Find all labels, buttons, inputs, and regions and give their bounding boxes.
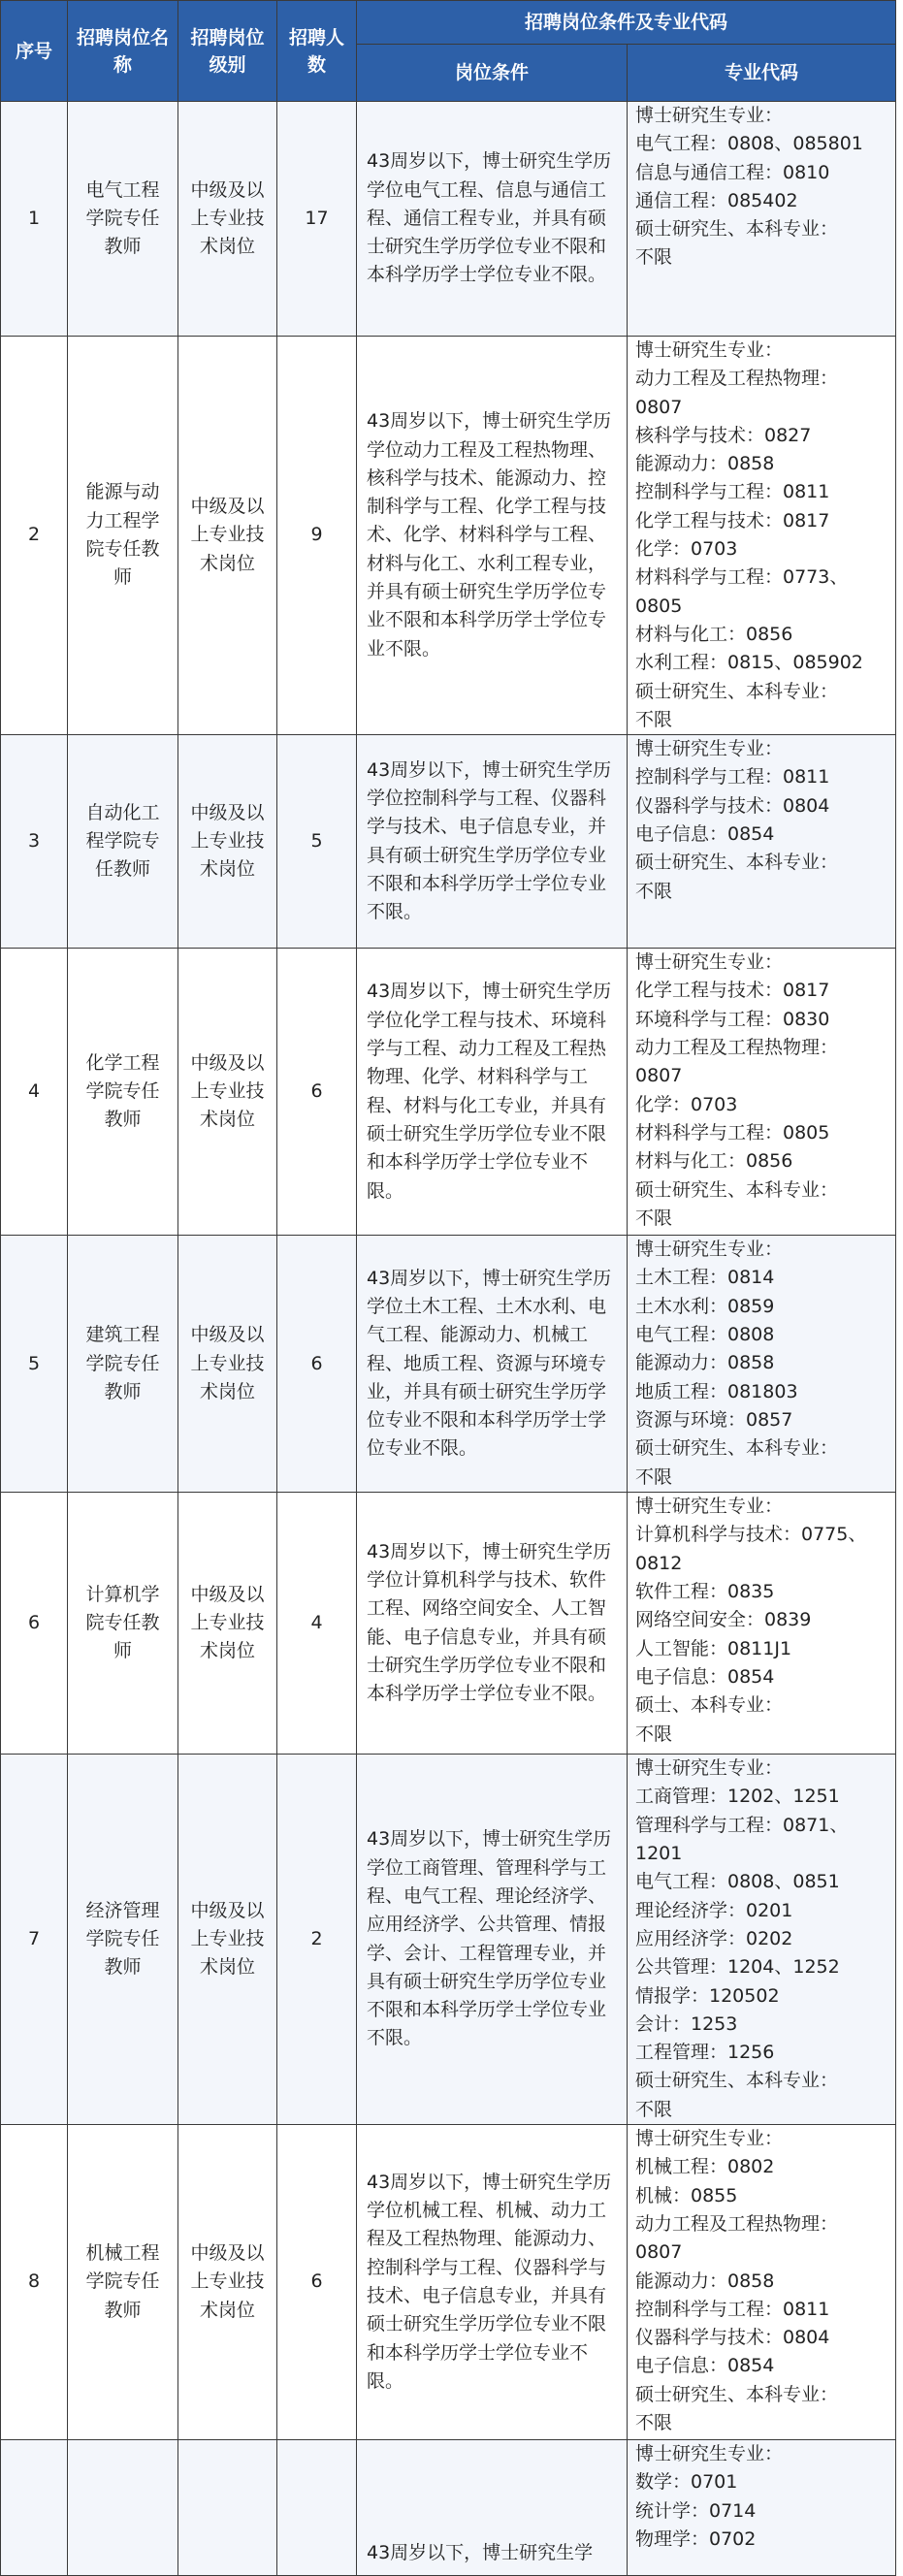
table-row — [1, 949, 896, 1236]
major-code-line: 不限 — [635, 246, 673, 269]
major-code-line: 统计学：0714 — [635, 2499, 757, 2522]
table-row — [1, 337, 896, 735]
major-code-line: 博士研究生专业： — [635, 951, 784, 974]
conditions-text: 43周岁以下，博士研究生学历学位控制科学与工程、仪器科学与技术、电子信息专业，并具有硕士研究生学历学位专业不限和本科学历学士学位专业不限。 — [367, 758, 612, 923]
major-code-line: 管理科学与工程：0871、 — [635, 1814, 849, 1836]
major-code-line: 博士研究生专业： — [635, 1239, 784, 1261]
major-code-line: 动力工程及工程热物理： — [635, 2212, 839, 2235]
conditions-text: 43周岁以下，博士研究生学历学位工商管理、管理科学与工程、电气工程、理论经济学、应用经济学、公共管理、情报学、会计、工程管理专业，并具有硕士研究生学历学位专业不限和本科学历学士学位专业不限。 — [367, 1828, 612, 2049]
major-code-line: 仪器科学与技术：0804 — [635, 794, 830, 817]
major-code-line: 土木工程：0814 — [635, 1267, 775, 1289]
table-row — [1, 2440, 896, 2576]
major-code-line: 土木水利：0859 — [635, 1295, 775, 1317]
major-code-line: 硕士研究生、本科专业： — [635, 218, 839, 241]
position-name-cell: 机械工程学院专任教师 — [68, 2125, 178, 2440]
major-codes-cell — [628, 1236, 896, 1493]
major-code-line: 会计：1253 — [635, 2012, 738, 2035]
headcount-cell: 5 — [277, 735, 357, 949]
row-number-cell: 7 — [1, 1755, 68, 2125]
table-row — [1, 2125, 896, 2440]
row-number-cell: 4 — [1, 949, 68, 1236]
major-code-line: 博士研究生专业： — [635, 105, 784, 126]
major-code-line: 地质工程：081803 — [635, 1380, 798, 1402]
major-code-line: 0807 — [635, 2241, 683, 2264]
table-row — [1, 1493, 896, 1755]
major-code-line: 不限 — [635, 1723, 673, 1745]
headcount-cell: 2 — [277, 1755, 357, 2125]
major-code-line: 控制科学与工程：0811 — [635, 766, 830, 789]
position-level-cell: 中级及以上专业技术岗位 — [178, 2125, 277, 2440]
major-code-line: 硕士研究生、本科专业： — [635, 852, 839, 874]
header-conditions-group: 招聘岗位条件及专业代码 — [357, 1, 896, 45]
major-code-line: 化学：0703 — [635, 1093, 738, 1115]
position-name-cell — [68, 2440, 178, 2576]
major-code-line: 能源动力：0858 — [635, 2270, 775, 2292]
major-code-line: 工程管理：1256 — [635, 2042, 775, 2064]
major-code-line: 控制科学与工程：0811 — [635, 481, 830, 503]
position-level-cell: 中级及以上专业技术岗位 — [178, 102, 277, 337]
conditions-text: 43周岁以下，博士研究生学历学位机械工程、机械、动力工程及工程热物理、能源动力、控制科学与工程、仪器科学与技术、电子信息专业，并具有硕士研究生学历学位专业不限和本科学历学士学位专业不限。 — [367, 2171, 612, 2392]
major-code-line: 不限 — [635, 1465, 673, 1488]
major-code-line: 应用经济学：0202 — [635, 1927, 793, 1949]
position-name-cell: 能源与动力工程学院专任教师 — [68, 337, 178, 735]
major-code-line: 博士研究生专业： — [635, 1757, 784, 1780]
conditions-text: 43周岁以下，博士研究生学历学位动力工程及工程热物理、核科学与技术、能源动力、控制科学与工程、化学工程与技术、化学、材料科学与工程、材料与化工、水利工程专业，并具有硕士研究生学历学位专业不限和本科学历学士学位专业不限。 — [367, 410, 612, 660]
major-code-line: 信息与通信工程：0810 — [635, 161, 830, 183]
major-codes-cell — [628, 2125, 896, 2440]
major-code-line: 仪器科学与技术：0804 — [635, 2327, 830, 2349]
position-name-cell: 计算机学院专任教师 — [68, 1493, 178, 1755]
row-number-cell: 3 — [1, 735, 68, 949]
major-codes-cell — [628, 735, 896, 949]
major-code-line: 人工智能：0811J1 — [635, 1637, 792, 1659]
major-code-line: 化学工程与技术：0817 — [635, 980, 830, 1002]
major-codes-cell — [628, 1755, 896, 2125]
conditions-cell — [357, 1493, 628, 1755]
major-code-line: 环境科学与工程：0830 — [635, 1008, 830, 1030]
major-code-line: 动力工程及工程热物理： — [635, 1037, 839, 1059]
header-position-name: 招聘岗位名称 — [68, 1, 178, 102]
major-code-line: 工商管理：1202、1251 — [635, 1786, 840, 1808]
table-row — [1, 1236, 896, 1493]
major-code-line: 水利工程：0815、085902 — [635, 652, 863, 674]
conditions-text: 43周岁以下，博士研究生学历学位土木工程、土木水利、电气工程、能源动力、机械工程、地质工程、资源与环境专业，并具有硕士研究生学历学位专业不限和本科学历学士学位专业不限。 — [367, 1267, 612, 1460]
major-code-line: 网络空间安全：0839 — [635, 1609, 812, 1631]
major-code-line: 硕士研究生、本科专业： — [635, 2070, 839, 2092]
header-headcount: 招聘人数 — [277, 1, 357, 102]
major-code-line: 硕士研究生、本科专业： — [635, 680, 839, 702]
position-name-cell: 化学工程学院专任教师 — [68, 949, 178, 1236]
major-code-line: 电气工程：0808、0851 — [635, 1871, 840, 1893]
major-code-line: 0805 — [635, 595, 683, 617]
major-code-line: 化学：0703 — [635, 538, 738, 561]
major-code-line: 硕士研究生、本科专业： — [635, 1178, 839, 1201]
position-level-cell: 中级及以上专业技术岗位 — [178, 949, 277, 1236]
conditions-cell — [357, 2125, 628, 2440]
major-code-line: 电子信息：0854 — [635, 2355, 775, 2377]
major-codes-cell — [628, 2440, 896, 2576]
major-code-line: 0812 — [635, 1552, 683, 1574]
major-code-line: 能源动力：0858 — [635, 1352, 775, 1374]
header-position-level: 招聘岗位级别 — [178, 1, 277, 102]
headcount-cell: 17 — [277, 102, 357, 337]
table-row — [1, 102, 896, 337]
major-code-line: 博士研究生专业： — [635, 1496, 784, 1518]
major-code-line: 计算机科学与技术：0775、 — [635, 1524, 867, 1546]
major-code-line: 博士研究生专业： — [635, 738, 784, 760]
major-code-line: 软件工程：0835 — [635, 1581, 775, 1603]
conditions-text: 43周岁以下，博士研究生学历学位电气工程、信息与通信工程、通信工程专业，并具有硕士研究生学历学位专业不限和本科学历学士学位专业不限。 — [367, 150, 612, 286]
major-code-line: 材料科学与工程：0805 — [635, 1121, 830, 1143]
headcount-cell: 6 — [277, 949, 357, 1236]
major-code-line: 硕士研究生、本科专业： — [635, 1437, 839, 1460]
major-code-line: 控制科学与工程：0811 — [635, 2298, 830, 2320]
row-number-cell: 6 — [1, 1493, 68, 1755]
major-code-line: 数学：0701 — [635, 2471, 738, 2494]
header-no: 序号 — [1, 1, 68, 102]
major-code-line: 材料与化工：0856 — [635, 623, 793, 645]
position-name-cell: 电气工程学院专任教师 — [68, 102, 178, 337]
position-level-cell: 中级及以上专业技术岗位 — [178, 735, 277, 949]
row-number-cell: 2 — [1, 337, 68, 735]
conditions-cell — [357, 102, 628, 337]
major-code-line: 理论经济学：0201 — [635, 1899, 793, 1921]
row-number-cell — [1, 2440, 68, 2576]
table-row — [1, 1755, 896, 2125]
major-code-line: 电气工程：0808、085801 — [635, 133, 863, 155]
row-number-cell: 8 — [1, 2125, 68, 2440]
conditions-cell — [357, 949, 628, 1236]
major-code-line: 电子信息：0854 — [635, 823, 775, 846]
header-major-codes: 专业代码 — [628, 45, 896, 102]
headcount-cell: 4 — [277, 1493, 357, 1755]
major-code-line: 博士研究生专业： — [635, 339, 784, 361]
row-number-cell: 5 — [1, 1236, 68, 1493]
position-level-cell: 中级及以上专业技术岗位 — [178, 1755, 277, 2125]
table-row — [1, 735, 896, 949]
headcount-cell: 6 — [277, 1236, 357, 1493]
major-code-line: 0807 — [635, 1065, 683, 1087]
conditions-text: 43周岁以下，博士研究生学 — [367, 2541, 594, 2563]
major-code-line: 不限 — [635, 2411, 673, 2433]
major-code-line: 能源动力：0858 — [635, 453, 775, 475]
position-level-cell: 中级及以上专业技术岗位 — [178, 1236, 277, 1493]
conditions-cell — [357, 1755, 628, 2125]
major-code-line: 0807 — [635, 396, 683, 418]
major-code-line: 博士研究生专业： — [635, 2443, 784, 2465]
major-code-line: 物理学：0702 — [635, 2528, 757, 2550]
major-code-line: 核科学与技术：0827 — [635, 424, 812, 446]
position-level-cell: 中级及以上专业技术岗位 — [178, 1493, 277, 1755]
major-code-line: 1201 — [635, 1843, 683, 1865]
major-codes-cell — [628, 949, 896, 1236]
header-conditions: 岗位条件 — [357, 45, 628, 102]
major-code-line: 机械：0855 — [635, 2184, 738, 2206]
major-code-line: 通信工程：085402 — [635, 189, 798, 211]
row-number-cell: 1 — [1, 102, 68, 337]
conditions-cell — [357, 735, 628, 949]
major-code-line: 不限 — [635, 2098, 673, 2120]
major-code-line: 情报学：120502 — [635, 1984, 780, 2007]
headcount-cell: 9 — [277, 337, 357, 735]
conditions-cell — [357, 1236, 628, 1493]
major-codes-cell — [628, 1493, 896, 1755]
major-code-line: 材料科学与工程：0773、 — [635, 566, 849, 589]
major-code-line: 电气工程：0808 — [635, 1324, 775, 1346]
conditions-text: 43周岁以下，博士研究生学历学位化学工程与技术、环境科学与工程、动力工程及工程热物理、化学、材料科学与工程、材料与化工专业，并具有硕士研究生学历学位专业不限和本科学历学士学位专业不限。 — [367, 981, 612, 1202]
position-name-cell: 建筑工程学院专任教师 — [68, 1236, 178, 1493]
major-code-line: 资源与环境：0857 — [635, 1408, 793, 1431]
conditions-text: 43周岁以下，博士研究生学历学位计算机科学与技术、软件工程、网络空间安全、人工智能、电子信息专业，并具有硕士研究生学历学位专业不限和本科学历学士学位专业不限。 — [367, 1540, 612, 1705]
major-code-line: 机械工程：0802 — [635, 2156, 775, 2178]
major-code-line: 电子信息：0854 — [635, 1665, 775, 1688]
major-codes-cell — [628, 337, 896, 735]
position-level-cell: 中级及以上专业技术岗位 — [178, 337, 277, 735]
major-code-line: 动力工程及工程热物理： — [635, 368, 839, 390]
major-code-line: 不限 — [635, 880, 673, 902]
headcount-cell — [277, 2440, 357, 2576]
major-code-line: 公共管理：1204、1252 — [635, 1956, 840, 1979]
major-code-line: 材料与化工：0856 — [635, 1150, 793, 1173]
position-name-cell: 经济管理学院专任教师 — [68, 1755, 178, 2125]
major-code-line: 化学工程与技术：0817 — [635, 509, 830, 531]
major-code-line: 博士研究生专业： — [635, 2128, 784, 2150]
conditions-cell — [357, 2440, 628, 2576]
headcount-cell: 6 — [277, 2125, 357, 2440]
major-code-line: 硕士研究生、本科专业： — [635, 2383, 839, 2405]
conditions-cell — [357, 337, 628, 735]
major-code-line: 不限 — [635, 708, 673, 730]
major-code-line: 硕士、本科专业： — [635, 1694, 784, 1717]
major-codes-cell — [628, 102, 896, 337]
position-level-cell — [178, 2440, 277, 2576]
major-code-line: 不限 — [635, 1207, 673, 1229]
position-name-cell: 自动化工程学院专任教师 — [68, 735, 178, 949]
